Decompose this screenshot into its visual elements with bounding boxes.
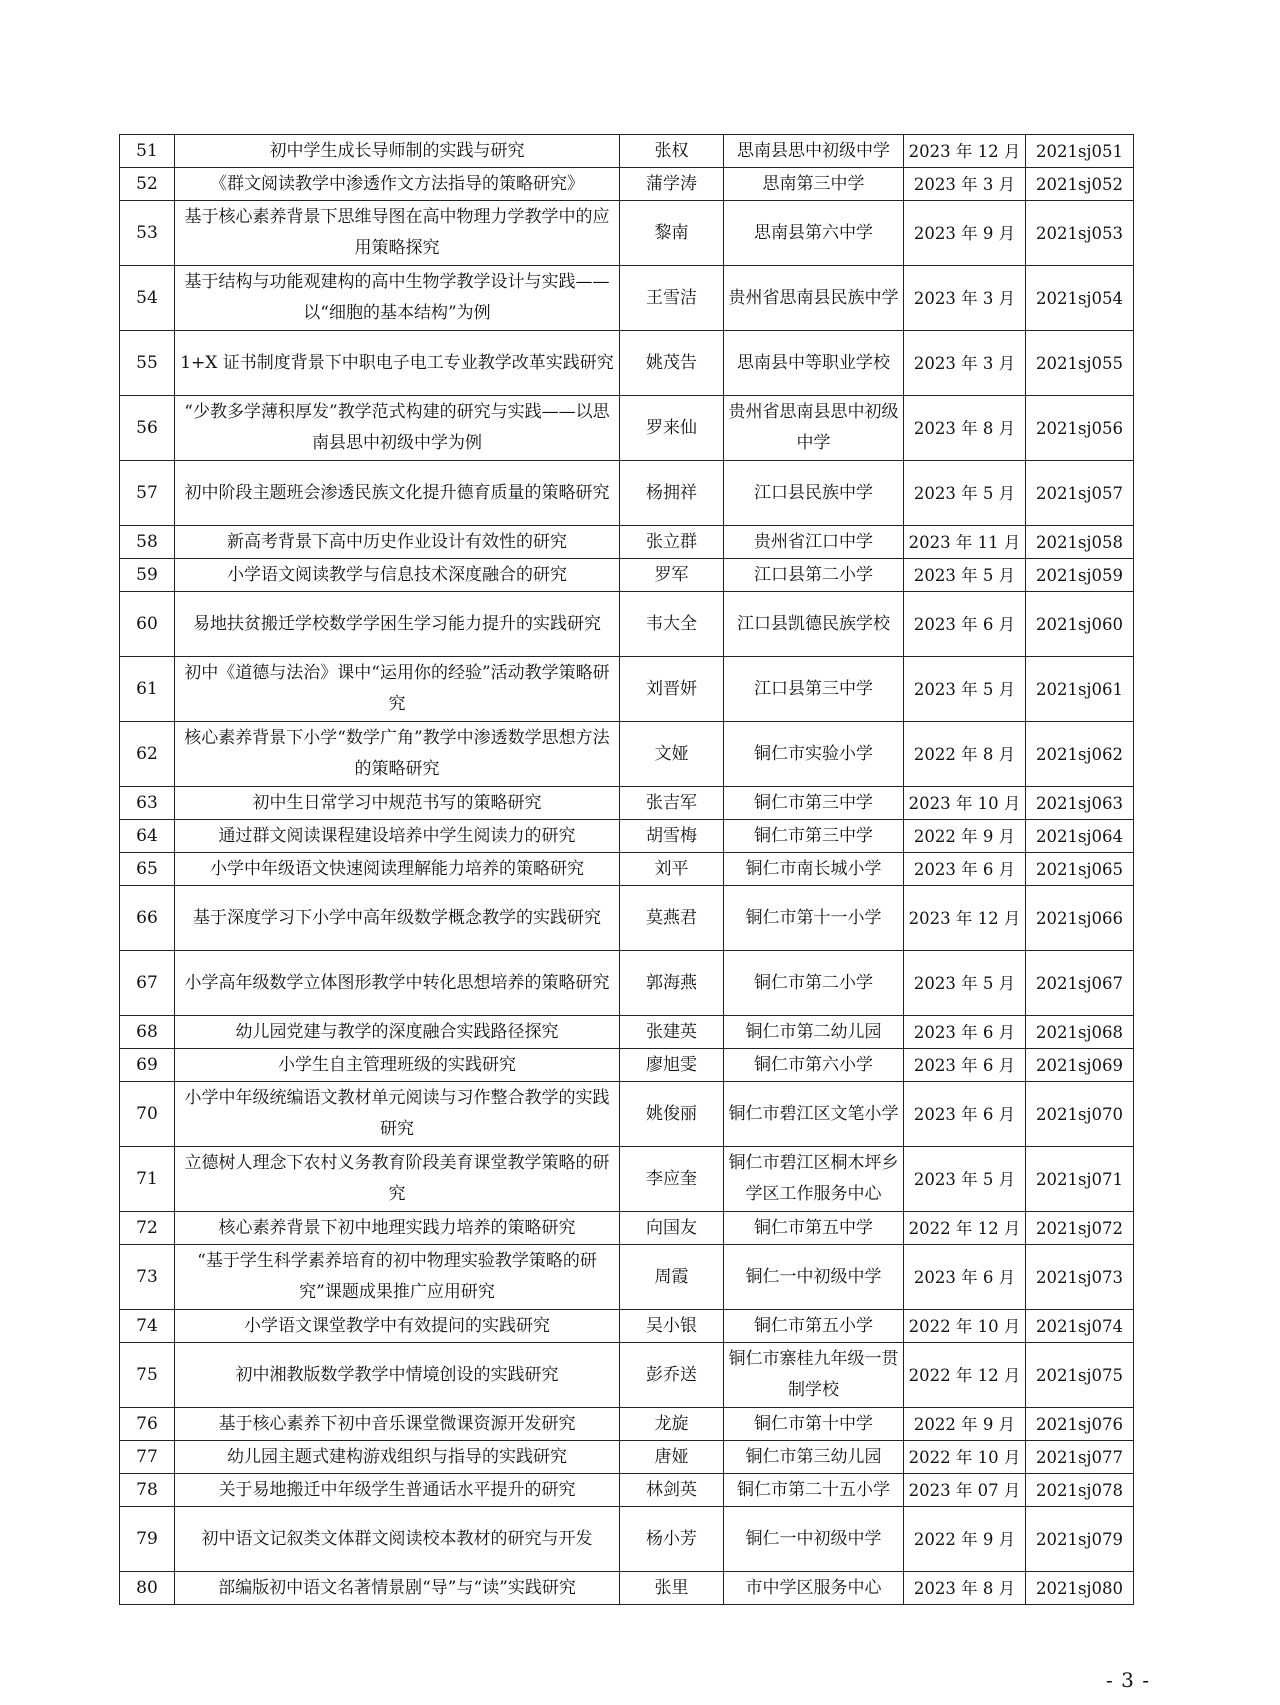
project-leader: 蒲学涛 <box>620 168 724 201</box>
project-code: 2021sj053 <box>1026 201 1134 266</box>
table-row <box>120 201 1134 266</box>
project-code: 2021sj078 <box>1026 1474 1134 1507</box>
project-table-body <box>120 135 1134 1605</box>
project-title: 小学生自主管理班级的实践研究 <box>175 1049 620 1082</box>
row-number: 76 <box>120 1408 175 1441</box>
project-unit: 铜仁市实验小学 <box>724 722 904 787</box>
project-code: 2021sj061 <box>1026 657 1134 722</box>
project-leader: 罗来仙 <box>620 396 724 461</box>
project-code: 2021sj071 <box>1026 1147 1134 1212</box>
project-unit: 思南县思中初级中学 <box>724 135 904 168</box>
project-table <box>119 134 1134 1605</box>
project-title: 幼儿园主题式建构游戏组织与指导的实践研究 <box>175 1441 620 1474</box>
table-row <box>120 886 1134 951</box>
project-leader: 廖旭雯 <box>620 1049 724 1082</box>
completion-date: 2022 年 8 月 <box>904 722 1026 787</box>
project-leader: 林剑英 <box>620 1474 724 1507</box>
project-code: 2021sj054 <box>1026 266 1134 331</box>
project-unit: 铜仁市碧江区桐木坪乡学区工作服务中心 <box>724 1147 904 1212</box>
row-number: 59 <box>120 559 175 592</box>
project-unit: 贵州省江口中学 <box>724 526 904 559</box>
project-unit: 铜仁市第十中学 <box>724 1408 904 1441</box>
project-unit: 江口县民族中学 <box>724 461 904 526</box>
project-code: 2021sj062 <box>1026 722 1134 787</box>
project-code: 2021sj058 <box>1026 526 1134 559</box>
table-row <box>120 168 1134 201</box>
project-title: 关于易地搬迁中年级学生普通话水平提升的研究 <box>175 1474 620 1507</box>
table-row <box>120 1049 1134 1082</box>
row-number: 74 <box>120 1310 175 1343</box>
project-leader: 周霞 <box>620 1245 724 1310</box>
completion-date: 2023 年 3 月 <box>904 331 1026 396</box>
project-code: 2021sj060 <box>1026 592 1134 657</box>
row-number: 51 <box>120 135 175 168</box>
project-leader: 张里 <box>620 1572 724 1605</box>
completion-date: 2023 年 12 月 <box>904 886 1026 951</box>
project-leader: 张权 <box>620 135 724 168</box>
project-title: 初中生日常学习中规范书写的策略研究 <box>175 787 620 820</box>
row-number: 73 <box>120 1245 175 1310</box>
project-title: 小学高年级数学立体图形教学中转化思想培养的策略研究 <box>175 951 620 1016</box>
project-title: 易地扶贫搬迁学校数学学困生学习能力提升的实践研究 <box>175 592 620 657</box>
project-leader: 张立群 <box>620 526 724 559</box>
project-title: 初中语文记叙类文体群文阅读校本教材的研究与开发 <box>175 1507 620 1572</box>
row-number: 80 <box>120 1572 175 1605</box>
project-code: 2021sj074 <box>1026 1310 1134 1343</box>
project-unit: 铜仁市寨桂九年级一贯制学校 <box>724 1343 904 1408</box>
project-code: 2021sj064 <box>1026 820 1134 853</box>
project-leader: 郭海燕 <box>620 951 724 1016</box>
completion-date: 2022 年 10 月 <box>904 1441 1026 1474</box>
project-code: 2021sj075 <box>1026 1343 1134 1408</box>
project-code: 2021sj080 <box>1026 1572 1134 1605</box>
project-title: 《群文阅读教学中渗透作文方法指导的策略研究》 <box>175 168 620 201</box>
row-number: 54 <box>120 266 175 331</box>
completion-date: 2022 年 9 月 <box>904 820 1026 853</box>
project-leader: 胡雪梅 <box>620 820 724 853</box>
project-title: 新高考背景下高中历史作业设计有效性的研究 <box>175 526 620 559</box>
project-code: 2021sj067 <box>1026 951 1134 1016</box>
project-unit: 铜仁市碧江区文笔小学 <box>724 1082 904 1147</box>
project-title: 部编版初中语文名著情景剧“导”与“读”实践研究 <box>175 1572 620 1605</box>
table-row <box>120 1343 1134 1408</box>
project-title: 基于核心素养背景下思维导图在高中物理力学教学中的应用策略探究 <box>175 201 620 266</box>
project-leader: 姚俊丽 <box>620 1082 724 1147</box>
table-row <box>120 266 1134 331</box>
project-leader: 李应奎 <box>620 1147 724 1212</box>
row-number: 65 <box>120 853 175 886</box>
project-title: 核心素养背景下小学“数学广角”教学中渗透数学思想方法的策略研究 <box>175 722 620 787</box>
completion-date: 2023 年 07 月 <box>904 1474 1026 1507</box>
project-unit: 铜仁市第二幼儿园 <box>724 1016 904 1049</box>
project-code: 2021sj051 <box>1026 135 1134 168</box>
project-unit: 思南县第六中学 <box>724 201 904 266</box>
project-unit: 江口县凯德民族学校 <box>724 592 904 657</box>
completion-date: 2023 年 5 月 <box>904 657 1026 722</box>
row-number: 62 <box>120 722 175 787</box>
project-unit: 铜仁市第三中学 <box>724 820 904 853</box>
project-unit: 铜仁市第五中学 <box>724 1212 904 1245</box>
row-number: 69 <box>120 1049 175 1082</box>
table-row <box>120 1408 1134 1441</box>
table-row <box>120 1441 1134 1474</box>
project-leader: 韦大全 <box>620 592 724 657</box>
project-leader: 彭乔送 <box>620 1343 724 1408</box>
project-title: 小学语文阅读教学与信息技术深度融合的研究 <box>175 559 620 592</box>
row-number: 53 <box>120 201 175 266</box>
project-leader: 刘平 <box>620 853 724 886</box>
project-leader: 刘晋妍 <box>620 657 724 722</box>
project-code: 2021sj068 <box>1026 1016 1134 1049</box>
row-number: 58 <box>120 526 175 559</box>
project-code: 2021sj065 <box>1026 853 1134 886</box>
project-unit: 铜仁市第五小学 <box>724 1310 904 1343</box>
project-title: 初中《道德与法治》课中“运用你的经验”活动教学策略研究 <box>175 657 620 722</box>
row-number: 77 <box>120 1441 175 1474</box>
row-number: 60 <box>120 592 175 657</box>
project-leader: 唐娅 <box>620 1441 724 1474</box>
completion-date: 2023 年 6 月 <box>904 1082 1026 1147</box>
completion-date: 2023 年 5 月 <box>904 559 1026 592</box>
completion-date: 2022 年 12 月 <box>904 1212 1026 1245</box>
row-number: 56 <box>120 396 175 461</box>
project-title: 立德树人理念下农村义务教育阶段美育课堂教学策略的研究 <box>175 1147 620 1212</box>
project-unit: 铜仁市南长城小学 <box>724 853 904 886</box>
project-code: 2021sj055 <box>1026 331 1134 396</box>
project-leader: 张建英 <box>620 1016 724 1049</box>
project-leader: 王雪洁 <box>620 266 724 331</box>
completion-date: 2023 年 6 月 <box>904 1016 1026 1049</box>
completion-date: 2022 年 9 月 <box>904 1507 1026 1572</box>
project-leader: 黎南 <box>620 201 724 266</box>
project-table-page <box>119 134 1133 1605</box>
project-unit: 思南县中等职业学校 <box>724 331 904 396</box>
project-title: 核心素养背景下初中地理实践力培养的策略研究 <box>175 1212 620 1245</box>
project-unit: 贵州省思南县思中初级中学 <box>724 396 904 461</box>
table-row <box>120 657 1134 722</box>
project-code: 2021sj066 <box>1026 886 1134 951</box>
project-unit: 江口县第二小学 <box>724 559 904 592</box>
table-row <box>120 526 1134 559</box>
row-number: 55 <box>120 331 175 396</box>
table-row <box>120 1212 1134 1245</box>
table-row <box>120 461 1134 526</box>
table-row <box>120 1016 1134 1049</box>
project-code: 2021sj056 <box>1026 396 1134 461</box>
completion-date: 2023 年 12 月 <box>904 135 1026 168</box>
row-number: 70 <box>120 1082 175 1147</box>
project-code: 2021sj079 <box>1026 1507 1134 1572</box>
row-number: 66 <box>120 886 175 951</box>
project-leader: 龙旋 <box>620 1408 724 1441</box>
project-title: 基于深度学习下小学中高年级数学概念教学的实践研究 <box>175 886 620 951</box>
row-number: 72 <box>120 1212 175 1245</box>
project-code: 2021sj076 <box>1026 1408 1134 1441</box>
project-unit: 铜仁市第二小学 <box>724 951 904 1016</box>
project-title: 小学语文课堂教学中有效提问的实践研究 <box>175 1310 620 1343</box>
project-unit: 江口县第三中学 <box>724 657 904 722</box>
row-number: 68 <box>120 1016 175 1049</box>
row-number: 67 <box>120 951 175 1016</box>
completion-date: 2022 年 12 月 <box>904 1343 1026 1408</box>
project-leader: 吴小银 <box>620 1310 724 1343</box>
table-row <box>120 1474 1134 1507</box>
row-number: 71 <box>120 1147 175 1212</box>
table-row <box>120 853 1134 886</box>
completion-date: 2023 年 5 月 <box>904 951 1026 1016</box>
row-number: 57 <box>120 461 175 526</box>
project-unit: 铜仁市第十一小学 <box>724 886 904 951</box>
completion-date: 2023 年 6 月 <box>904 592 1026 657</box>
row-number: 64 <box>120 820 175 853</box>
completion-date: 2023 年 8 月 <box>904 1572 1026 1605</box>
project-title: 基于结构与功能观建构的高中生物学教学设计与实践——以“细胞的基本结构”为例 <box>175 266 620 331</box>
project-title: 小学中年级语文快速阅读理解能力培养的策略研究 <box>175 853 620 886</box>
completion-date: 2023 年 6 月 <box>904 1049 1026 1082</box>
completion-date: 2022 年 10 月 <box>904 1310 1026 1343</box>
completion-date: 2023 年 6 月 <box>904 1245 1026 1310</box>
project-unit: 铜仁市第三中学 <box>724 787 904 820</box>
table-row <box>120 1082 1134 1147</box>
project-title: 通过群文阅读课程建设培养中学生阅读力的研究 <box>175 820 620 853</box>
table-row <box>120 135 1134 168</box>
project-unit: 铜仁市第二十五小学 <box>724 1474 904 1507</box>
completion-date: 2023 年 6 月 <box>904 853 1026 886</box>
project-code: 2021sj063 <box>1026 787 1134 820</box>
project-title: 小学中年级统编语文教材单元阅读与习作整合教学的实践研究 <box>175 1082 620 1147</box>
project-leader: 莫燕君 <box>620 886 724 951</box>
completion-date: 2023 年 9 月 <box>904 201 1026 266</box>
project-title: 基于核心素养下初中音乐课堂微课资源开发研究 <box>175 1408 620 1441</box>
project-title: “少教多学薄积厚发”教学范式构建的研究与实践——以思南县思中初级中学为例 <box>175 396 620 461</box>
project-title: 幼儿园党建与教学的深度融合实践路径探究 <box>175 1016 620 1049</box>
project-leader: 向国友 <box>620 1212 724 1245</box>
table-row <box>120 722 1134 787</box>
table-row <box>120 1310 1134 1343</box>
project-title: 初中学生成长导师制的实践与研究 <box>175 135 620 168</box>
page-number: - 3 - <box>1106 1668 1150 1692</box>
project-unit: 贵州省思南县民族中学 <box>724 266 904 331</box>
completion-date: 2023 年 5 月 <box>904 461 1026 526</box>
project-unit: 铜仁市第三幼儿园 <box>724 1441 904 1474</box>
project-code: 2021sj077 <box>1026 1441 1134 1474</box>
completion-date: 2023 年 3 月 <box>904 168 1026 201</box>
project-unit: 铜仁一中初级中学 <box>724 1507 904 1572</box>
table-row <box>120 1147 1134 1212</box>
project-code: 2021sj070 <box>1026 1082 1134 1147</box>
project-leader: 杨拥祥 <box>620 461 724 526</box>
project-code: 2021sj057 <box>1026 461 1134 526</box>
project-unit: 市中学区服务中心 <box>724 1572 904 1605</box>
project-title: 1+X 证书制度背景下中职电子电工专业教学改革实践研究 <box>175 331 620 396</box>
row-number: 52 <box>120 168 175 201</box>
row-number: 75 <box>120 1343 175 1408</box>
completion-date: 2023 年 5 月 <box>904 1147 1026 1212</box>
completion-date: 2023 年 11 月 <box>904 526 1026 559</box>
completion-date: 2023 年 8 月 <box>904 396 1026 461</box>
table-row <box>120 1507 1134 1572</box>
project-leader: 罗军 <box>620 559 724 592</box>
table-row <box>120 396 1134 461</box>
project-title: 初中湘教版数学教学中情境创设的实践研究 <box>175 1343 620 1408</box>
row-number: 78 <box>120 1474 175 1507</box>
table-row <box>120 1245 1134 1310</box>
completion-date: 2023 年 3 月 <box>904 266 1026 331</box>
project-code: 2021sj069 <box>1026 1049 1134 1082</box>
table-row <box>120 559 1134 592</box>
project-code: 2021sj059 <box>1026 559 1134 592</box>
row-number: 61 <box>120 657 175 722</box>
project-leader: 姚茂告 <box>620 331 724 396</box>
row-number: 63 <box>120 787 175 820</box>
project-code: 2021sj052 <box>1026 168 1134 201</box>
table-row <box>120 787 1134 820</box>
completion-date: 2022 年 9 月 <box>904 1408 1026 1441</box>
table-row <box>120 1572 1134 1605</box>
project-code: 2021sj072 <box>1026 1212 1134 1245</box>
project-leader: 杨小芳 <box>620 1507 724 1572</box>
project-leader: 文娅 <box>620 722 724 787</box>
table-row <box>120 951 1134 1016</box>
project-title: 初中阶段主题班会渗透民族文化提升德育质量的策略研究 <box>175 461 620 526</box>
project-code: 2021sj073 <box>1026 1245 1134 1310</box>
project-unit: 铜仁市第六小学 <box>724 1049 904 1082</box>
table-row <box>120 592 1134 657</box>
completion-date: 2023 年 10 月 <box>904 787 1026 820</box>
table-row <box>120 331 1134 396</box>
row-number: 79 <box>120 1507 175 1572</box>
project-leader: 张吉军 <box>620 787 724 820</box>
project-unit: 思南第三中学 <box>724 168 904 201</box>
table-row <box>120 820 1134 853</box>
project-unit: 铜仁一中初级中学 <box>724 1245 904 1310</box>
project-title: “基于学生科学素养培育的初中物理实验教学策略的研究”课题成果推广应用研究 <box>175 1245 620 1310</box>
